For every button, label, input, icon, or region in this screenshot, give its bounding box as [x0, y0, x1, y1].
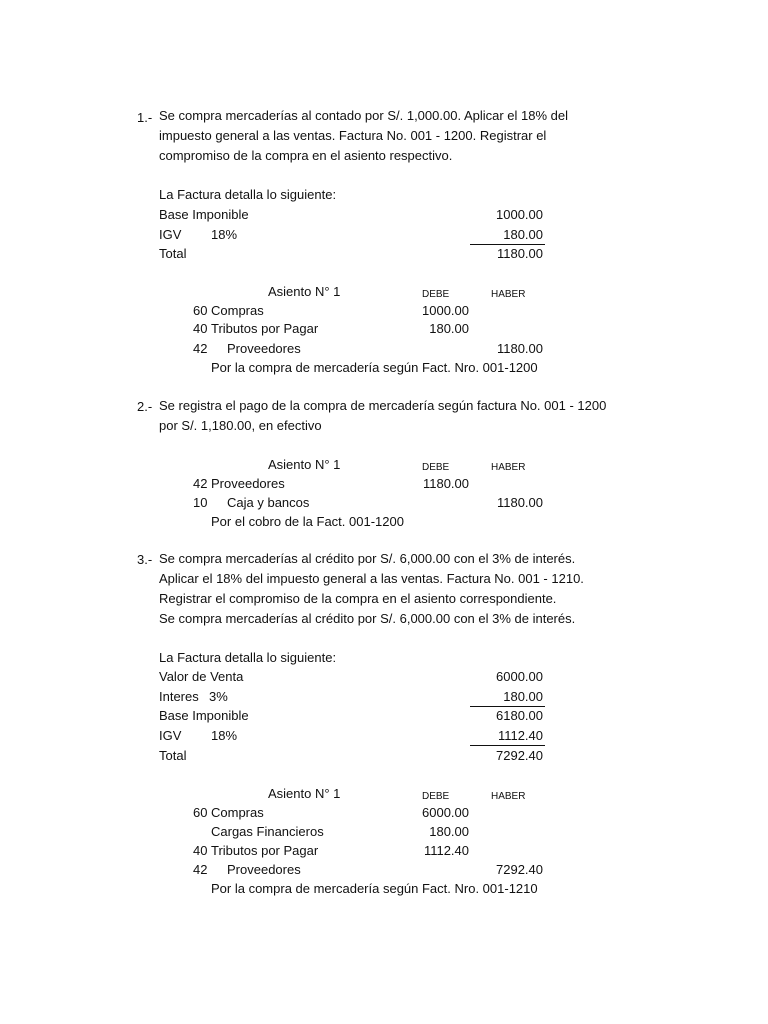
entry-3-haber: 7292.40	[496, 862, 543, 877]
entry-1-title: Asiento N° 1	[268, 284, 341, 299]
entry-2-account: Caja y bancos	[227, 495, 310, 510]
entry-2-debe: 1180.00	[422, 476, 469, 491]
invoice-3-header: La Factura detalla lo siguiente:	[159, 650, 337, 665]
entry-3-debe: 1112.40	[423, 843, 469, 858]
entry-2-haber: 1180.00	[496, 495, 543, 510]
entry-1-debe-header: DEBE	[422, 289, 450, 300]
problem-1-number: 1.-	[137, 110, 153, 125]
problem-1-line-1: Se compra mercaderías al contado por S/. 1,000.00. Aplicar el 18% del	[159, 108, 569, 123]
entry-3-debe-header: DEBE	[422, 791, 450, 802]
invoice-1-header: La Factura detalla lo siguiente:	[159, 187, 337, 202]
entry-3-glosa: Por la compra de mercadería según Fact. Nro. 001-1210	[211, 881, 538, 896]
invoice-1-row-value: 1000.00	[496, 207, 543, 222]
invoice-3-row-label: Interes	[159, 689, 199, 704]
entry-1-account: Proveedores	[227, 341, 301, 356]
invoice-1-row-value: 180.00	[503, 227, 543, 242]
invoice-1-row-label: Base Imponible	[159, 207, 249, 222]
problem-3-line-1: Se compra mercaderías al crédito por S/. 6,000.00 con el 3% de interés.	[159, 551, 576, 566]
entry-1-debe: 180.00	[429, 321, 469, 336]
problem-1-line-3: compromiso de la compra en el asiento respectivo.	[159, 148, 453, 163]
problem-2-line-1: Se registra el pago de la compra de mercadería según factura No. 001 - 1200	[159, 398, 607, 413]
invoice-1-row-label: Total	[159, 246, 187, 261]
problem-3-number: 3.-	[137, 552, 153, 567]
invoice-3-total-rule	[470, 745, 545, 746]
entry-3-code: 42	[193, 862, 208, 877]
problem-2-line-2: por S/. 1,180.00, en efectivo	[159, 418, 322, 433]
entry-3-account: Proveedores	[227, 862, 301, 877]
problem-3-line-2: Aplicar el 18% del impuesto general a las ventas. Factura No. 001 - 1210.	[159, 571, 584, 586]
invoice-1-row-pct: 18%	[211, 227, 238, 242]
entry-1-debe: 1000.00	[422, 303, 469, 318]
entry-3-code: 60	[193, 805, 208, 820]
entry-2-debe-header: DEBE	[422, 462, 450, 473]
entry-2-code: 42	[193, 476, 208, 491]
invoice-3-sum-rule	[470, 706, 545, 707]
problem-3-line-4: Se compra mercaderías al crédito por S/. 6,000.00 con el 3% de interés.	[159, 611, 576, 626]
entry-3-account: Cargas Financieros	[211, 824, 324, 839]
entry-2-haber-header: HABER	[491, 462, 526, 473]
entry-3-account: Compras	[211, 805, 264, 820]
entry-1-account: Tributos por Pagar	[211, 321, 319, 336]
entry-3-account: Tributos por Pagar	[211, 843, 319, 858]
invoice-3-row-label: IGV	[159, 728, 182, 743]
invoice-1-sum-rule	[470, 244, 545, 245]
invoice-3-row-value: 6000.00	[496, 669, 543, 684]
invoice-3-row-value: 1112.40	[497, 728, 543, 743]
entry-3-haber-header: HABER	[491, 791, 526, 802]
invoice-3-row-value: 6180.00	[496, 708, 543, 723]
invoice-3-row-pct: 18%	[211, 728, 238, 743]
entry-1-haber-header: HABER	[491, 289, 526, 300]
problem-1-line-2: impuesto general a las ventas. Factura No. 001 - 1200. Registrar el	[159, 128, 547, 143]
invoice-1-row-value: 1180.00	[496, 246, 543, 261]
entry-1-code: 40	[193, 321, 208, 336]
entry-3-code: 40	[193, 843, 208, 858]
entry-1-haber: 1180.00	[496, 341, 543, 356]
problem-2-number: 2.-	[137, 399, 153, 414]
entry-3-title: Asiento N° 1	[268, 786, 341, 801]
invoice-3-row-value: 7292.40	[496, 748, 543, 763]
problem-3-line-3: Registrar el compromiso de la compra en el asiento correspondiente.	[159, 591, 557, 606]
invoice-3-row-label: Total	[159, 748, 187, 763]
entry-1-glosa: Por la compra de mercadería según Fact. Nro. 001-1200	[211, 360, 538, 375]
entry-2-account: Proveedores	[211, 476, 285, 491]
invoice-3-row-label: Valor de Venta	[159, 669, 244, 684]
entry-2-code: 10	[193, 495, 208, 510]
entry-1-code: 42	[193, 341, 208, 356]
invoice-1-row-label: IGV	[159, 227, 182, 242]
entry-1-code: 60	[193, 303, 208, 318]
entry-3-debe: 180.00	[429, 824, 469, 839]
invoice-3-row-label: Base Imponible	[159, 708, 249, 723]
invoice-3-row-pct: 3%	[209, 689, 228, 704]
entry-1-account: Compras	[211, 303, 264, 318]
invoice-3-row-value: 180.00	[503, 689, 543, 704]
entry-3-debe: 6000.00	[422, 805, 469, 820]
entry-2-title: Asiento N° 1	[268, 457, 341, 472]
entry-2-glosa: Por el cobro de la Fact. 001-1200	[211, 514, 404, 529]
